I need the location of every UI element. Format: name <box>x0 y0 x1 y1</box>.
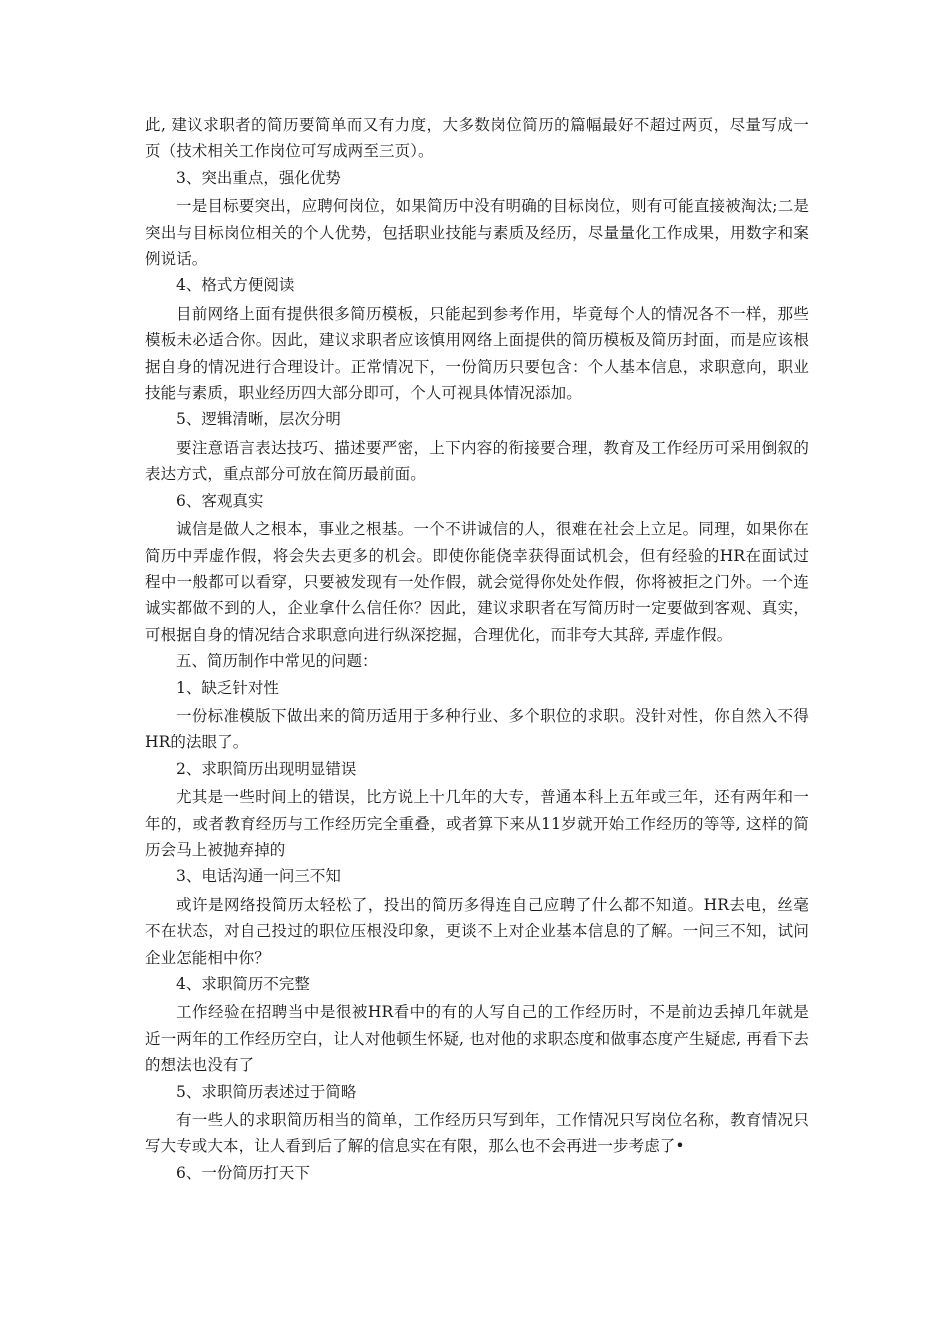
paragraph: 诚信是做人之根本，事业之根基。一个不讲诚信的人，很难在社会上立足。同理，如果你在简历中弄虚作假，将会失去更多的机会。即使你能侥幸获得面试机会，但有经验的HR在面试过程中一般都可以看穿，只要被发现有一处作假，就会觉得你处处作假，你将被拒之门外。一个连诚实都做不到的人，企业拿什么信任你？因此，建议求职者在写简历时一定要做到客观、真实，可根据自身的情况结合求职意向进行纵深挖掘，合理优化，而非夸大其辞, 弄虚作假。 <box>145 520 809 644</box>
problem-heading-5: 5、求职简历表述过于简略 <box>176 1082 357 1101</box>
problem-heading-1: 1、缺乏针对性 <box>176 678 279 697</box>
problem-heading-6: 6、一份简历打天下 <box>176 1163 310 1182</box>
paragraph: 有一些人的求职简历相当的简单，工作经历只写到年，工作情况只写岗位名称，教育情况只写大专或大本，让人看到后了解的信息实在有限，那么也不会再进一步考虑了• <box>145 1111 809 1156</box>
problem-heading-3: 3、电话沟通一问三不知 <box>176 867 341 886</box>
section-heading-5: 5、逻辑清晰，层次分明 <box>176 410 341 429</box>
paragraph: 目前网络上面有提供很多简历模板，只能起到参考作用，毕竟每个人的情况各不一样，那些模板未必适合你。因此，建议求职者应该慎用网络上面提供的简历模板及简历封面，而是应该根据自身的情况进行合理设计。正常情况下，一份简历只要包含：个人基本信息，求职意向，职业技能与素质，职业经历四大部分即可，个人可视具体情况添加。 <box>145 304 809 403</box>
paragraph: 尤其是一些时间上的错误，比方说上十几年的大专，普通本科上五年或三年，还有两年和一年的，或者教育经历与工作经历完全重叠，或者算下来从11岁就开始工作经历的等等, 这样的简历会马上被抛弃掉的 <box>145 788 809 859</box>
section-heading-3: 3、突出重点，强化优势 <box>176 168 341 187</box>
section-heading-6: 6、客观真实 <box>176 491 264 510</box>
paragraph-continuation: 此, 建议求职者的简历要简单而又有力度，大多数岗位简历的篇幅最好不超过两页，尽量写成一页（技术相关工作岗位可写成两至三页）。 <box>145 116 809 161</box>
section-heading-4: 4、格式方便阅读 <box>176 276 295 295</box>
paragraph: 要注意语言表达技巧、描述要严密，上下内容的衔接要合理，教育及工作经历可采用倒叙的表达方式，重点部分可放在简历最前面。 <box>145 438 809 484</box>
paragraph: 工作经验在招聘当中是很被HR看中的有的人写自己的工作经历时，不是前边丢掉几年就是近一两年的工作经历空白，让人对他顿生怀疑, 也对他的求职态度和做事态度产生疑虑, 再看下去的想法也没有了 <box>145 1003 809 1075</box>
chapter-heading-common-problems: 五、简历制作中常见的问题： <box>176 652 378 671</box>
paragraph: 或许是网络投简历太轻松了，投出的简历多得连自己应聘了什么都不知道。HR去电，丝毫不在状态，对自己投过的职位压根没印象，更谈不上对企业基本信息的了解。一问三不知，试问企业怎能相中你？ <box>145 895 809 967</box>
document-body <box>145 112 809 1186</box>
problem-heading-2: 2、求职简历出现明显错误 <box>176 759 357 778</box>
problem-heading-4: 4、求职简历不完整 <box>176 975 310 993</box>
paragraph: 一份标准模版下做出来的简历适用于多种行业、多个职位的求职。没针对性，你自然入不得HR的法眼了。 <box>145 706 809 752</box>
paragraph: 一是目标要突出，应聘何岗位，如果简历中没有明确的目标岗位，则有可能直接被淘汰;二是突出与目标岗位相关的个人优势，包括职业技能与素质及经历，尽量量化工作成果，用数字和案例说话。 <box>145 197 809 269</box>
